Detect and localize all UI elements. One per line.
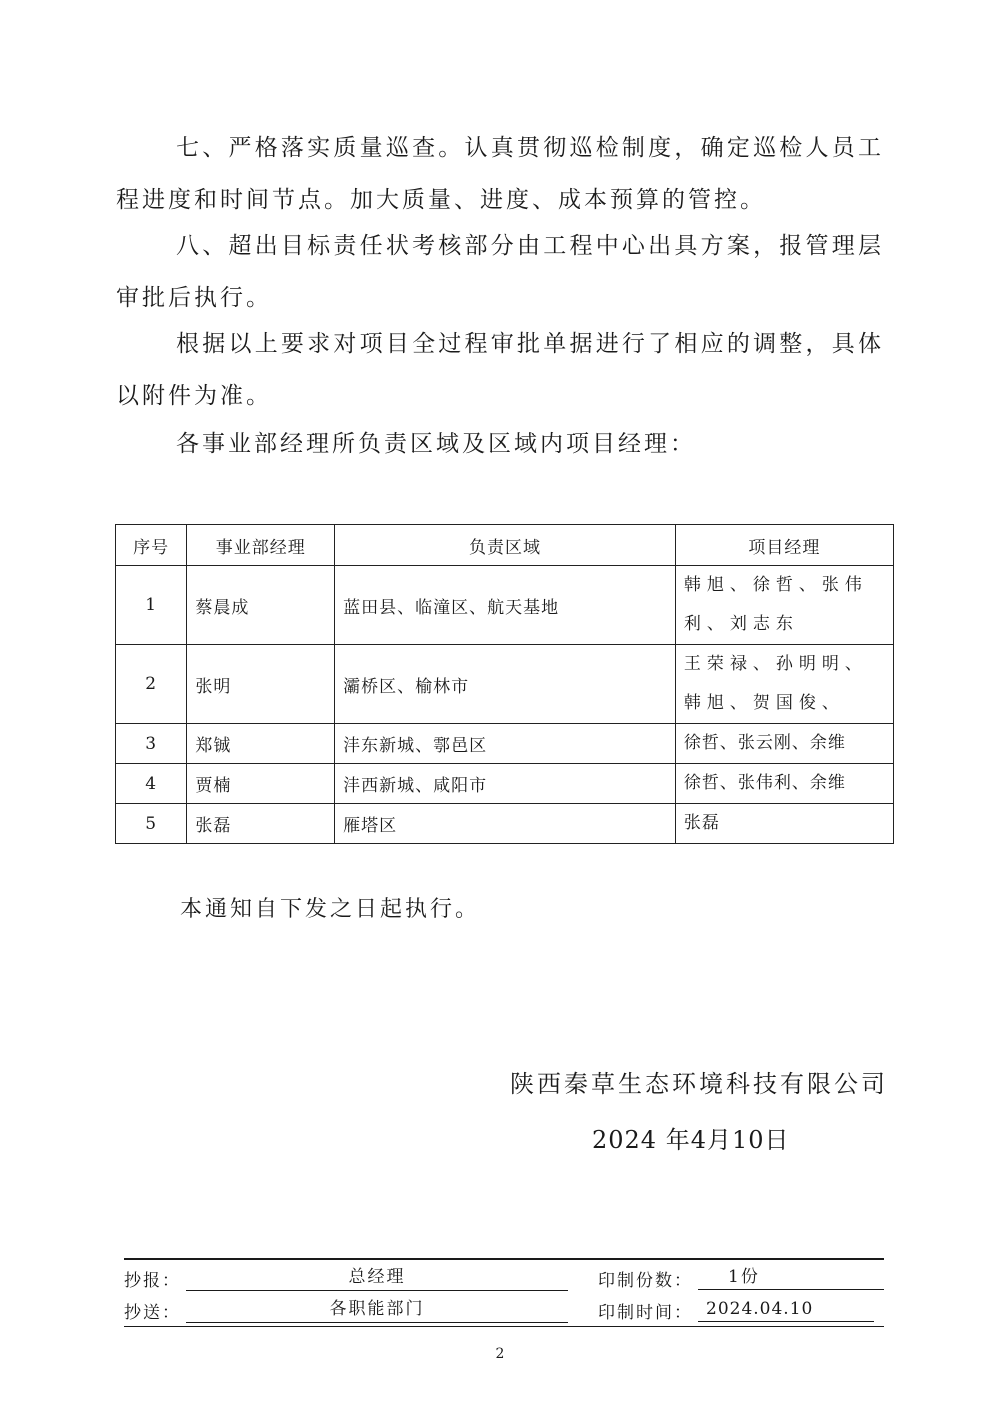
paragraph-target-responsibility: 八、超出目标责任状考核部分由工程中心出具方案，报管理层审批后执行。 (116, 233, 884, 311)
cell-area: 沣东新城、鄠邑区 (335, 724, 676, 764)
cell-project-manager: 徐哲、张云刚、余维 (675, 724, 893, 764)
closing-statement: 本通知自下发之日起执行。 (180, 897, 481, 922)
cell-manager: 贾楠 (187, 764, 335, 804)
cell-project-manager: 韩旭、徐哲、张伟利、刘志东 (675, 566, 893, 645)
cell-area: 雁塔区 (335, 804, 676, 844)
cell-project-manager: 王荣禄、孙明明、韩旭、贺国俊、 (675, 645, 893, 724)
cell-manager: 蔡晨成 (187, 566, 335, 645)
send-value: 各职能部门 (186, 1296, 568, 1323)
cc-value: 总经理 (186, 1264, 568, 1291)
footer-top-rule (124, 1258, 884, 1260)
cell-project-manager: 徐哲、张伟利、余维 (675, 764, 893, 804)
table-header-row (116, 525, 894, 566)
paragraph-adjustment: 根据以上要求对项目全过程审批单据进行了相应的调整，具体以附件为准。 (116, 331, 884, 409)
cell-no: 4 (116, 764, 187, 804)
company-signature: 陕西秦草生态环境科技有限公司 (510, 1070, 888, 1098)
table-row (116, 566, 894, 645)
print-time-value: 2024.04.10 (698, 1296, 874, 1322)
header-project-manager: 项目经理 (675, 525, 893, 566)
header-no: 序号 (116, 525, 187, 566)
cc-label: 抄报： (124, 1271, 181, 1291)
signature-date: 2024 年4月10日 (592, 1126, 790, 1154)
send-label: 抄送： (124, 1303, 181, 1323)
cell-manager: 张磊 (187, 804, 335, 844)
copies-label: 印制份数： (598, 1271, 693, 1291)
manager-area-table (115, 524, 894, 844)
footer-row-cc (124, 1264, 884, 1294)
header-manager: 事业部经理 (187, 525, 335, 566)
cell-area: 沣西新城、咸阳市 (335, 764, 676, 804)
cell-manager: 郑铖 (187, 724, 335, 764)
cell-area: 蓝田县、临潼区、航天基地 (335, 566, 676, 645)
table-row (116, 724, 894, 764)
cell-project-manager: 张磊 (675, 804, 893, 844)
footer-row-send (124, 1296, 884, 1326)
header-area: 负责区域 (335, 525, 676, 566)
print-time-label: 印制时间： (598, 1303, 693, 1323)
table-row (116, 764, 894, 804)
cell-no: 2 (116, 645, 187, 724)
cell-no: 3 (116, 724, 187, 764)
cell-no: 5 (116, 804, 187, 844)
cell-no: 1 (116, 566, 187, 645)
copies-value: 1份 (698, 1264, 884, 1290)
cell-manager: 张明 (187, 645, 335, 724)
table-row (116, 804, 894, 844)
footer-bottom-rule (124, 1326, 884, 1327)
page-number: 2 (495, 1346, 505, 1362)
cell-area: 灞桥区、榆林市 (335, 645, 676, 724)
paragraph-table-intro: 各事业部经理所负责区域及区域内项目经理： (176, 431, 696, 457)
table-row (116, 645, 894, 724)
paragraph-quality-inspection: 七、严格落实质量巡查。认真贯彻巡检制度，确定巡检人员工程进度和时间节点。加大质量、进度、成本预算的管控。 (116, 135, 884, 213)
